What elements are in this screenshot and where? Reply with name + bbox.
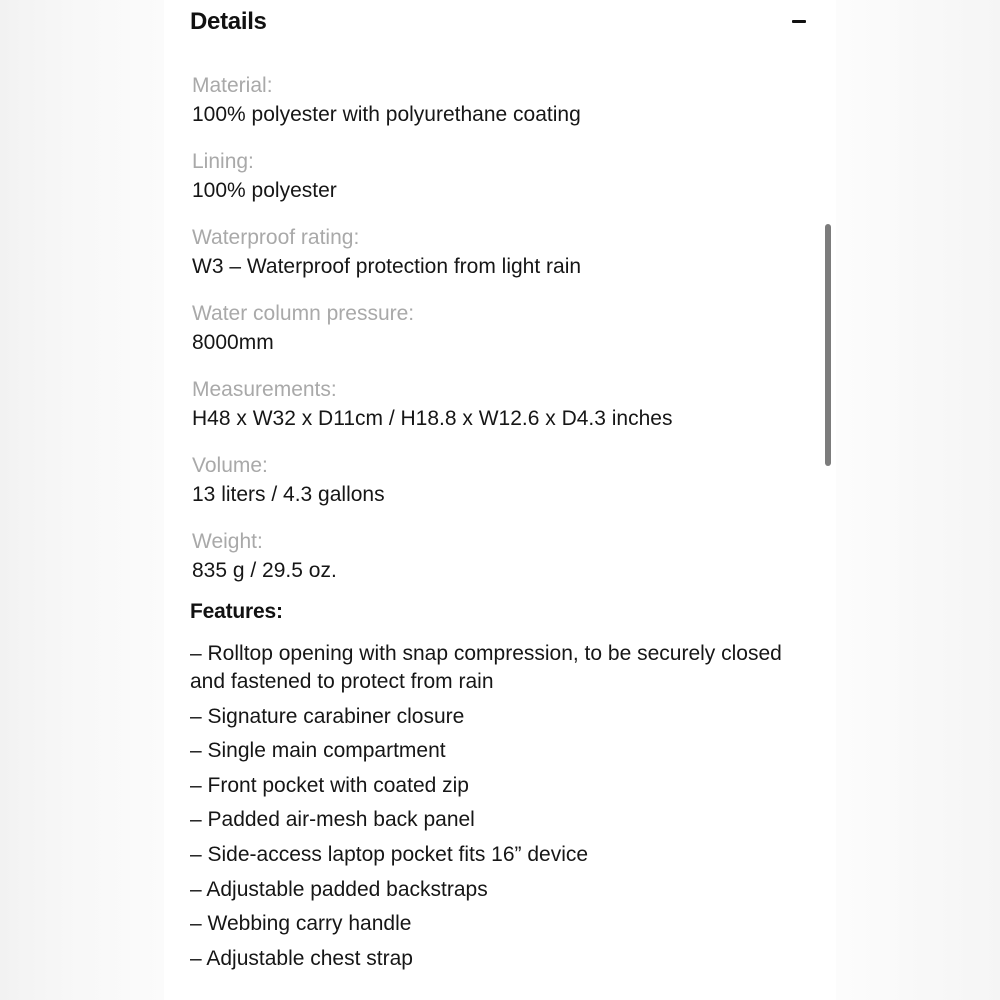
feature-item: – Webbing carry handle	[190, 912, 412, 936]
minus-icon[interactable]	[792, 20, 806, 23]
feature-item: – Single main compartment	[190, 739, 446, 763]
detail-label: Weight:	[192, 530, 263, 553]
detail-label: Material:	[192, 74, 273, 97]
detail-label: Lining:	[192, 150, 254, 173]
feature-item: – Signature carabiner closure	[190, 704, 465, 728]
feature-item: – Side-access laptop pocket fits 16” device	[190, 842, 589, 866]
detail-label: Volume:	[192, 454, 268, 477]
detail-value: W3 – Waterproof protection from light rain	[192, 255, 582, 278]
detail-measurements	[192, 376, 812, 452]
detail-value: 13 liters / 4.3 gallons	[192, 483, 385, 506]
detail-volume	[192, 452, 812, 528]
detail-material	[192, 72, 812, 148]
detail-value: 8000mm	[192, 331, 274, 354]
features-heading: Features:	[190, 600, 283, 623]
detail-value: 100% polyester	[192, 179, 337, 202]
detail-label: Waterproof rating:	[192, 226, 360, 249]
feature-item: – Adjustable chest strap	[190, 946, 413, 970]
section-title: Details	[190, 8, 267, 35]
detail-label: Water column pressure:	[192, 302, 415, 325]
features-list	[190, 640, 810, 979]
detail-label: Measurements:	[192, 378, 337, 401]
detail-water-column-pressure	[192, 300, 812, 376]
scrollbar-thumb[interactable]	[825, 224, 831, 466]
detail-waterproof-rating	[192, 224, 812, 300]
detail-weight	[192, 528, 812, 604]
detail-value: H48 x W32 x D11cm / H18.8 x W12.6 x D4.3 inches	[192, 407, 673, 430]
details-list	[192, 72, 812, 604]
right-margin	[836, 0, 1000, 1000]
feature-item: – Front pocket with coated zip	[190, 773, 469, 797]
feature-item: – Adjustable padded backstraps	[190, 877, 488, 901]
feature-item: – Padded air-mesh back panel	[190, 808, 475, 832]
detail-lining	[192, 148, 812, 224]
details-accordion-header[interactable]	[190, 6, 810, 40]
detail-value: 835 g / 29.5 oz.	[192, 559, 337, 582]
detail-value: 100% polyester with polyurethane coating	[192, 103, 581, 126]
feature-item: – Rolltop opening with snap compression, to be securely closed and fastened to protect from rain	[190, 642, 782, 693]
